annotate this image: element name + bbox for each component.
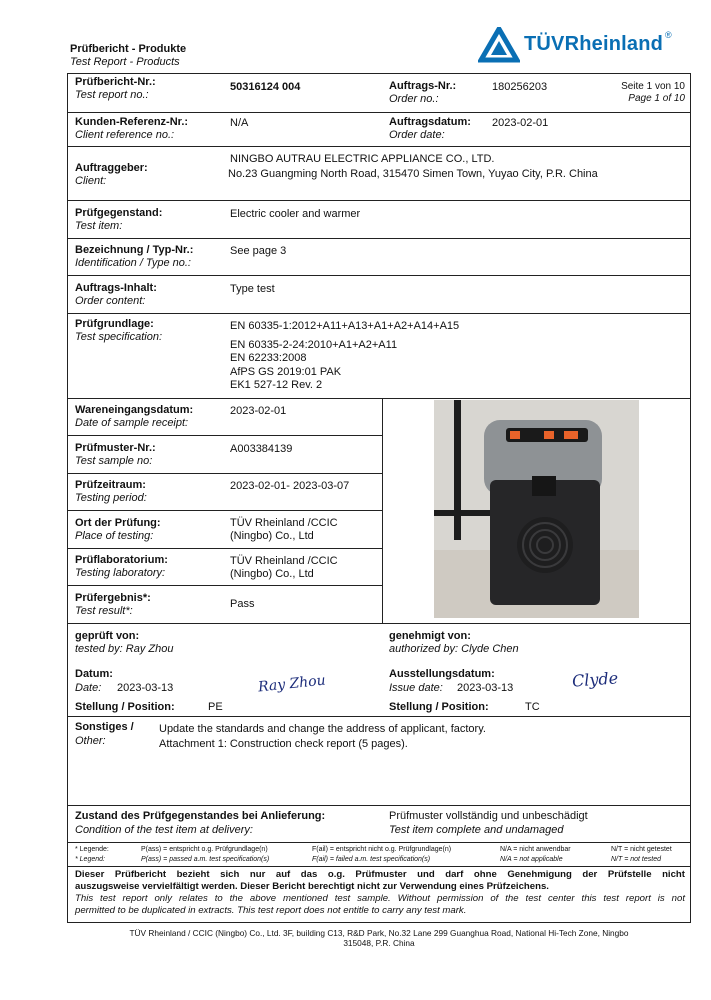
- order-content-label-de: Auftrags-Inhalt:: [75, 282, 157, 294]
- tested-by-label-de: geprüft von:: [75, 630, 140, 642]
- report-no-label-de: Prüfbericht-Nr.:: [75, 76, 156, 88]
- laboratory-label-en: Testing laboratory:: [75, 567, 166, 579]
- signature-left: Ray Zhou: [257, 672, 327, 696]
- result-label-en: Test result*:: [75, 605, 133, 617]
- disclaimer-en-2: permitted to be duplicated in extracts. This test report does not entitle to carry any test mark.: [75, 905, 467, 916]
- order-no-value: 180256203: [492, 81, 548, 93]
- legend-fail-de: F(ail) = entspricht nicht o.g. Prüfgrundlage(n): [312, 846, 452, 853]
- footer-address-1: TÜV Rheinland / CCIC (Ningbo) Co., Ltd. 3F, building C13, R&D Park, No.32 Lane 299 Guanghua Road, National Hi-Tech Zone, Ningbo: [129, 928, 629, 938]
- position-value-right: TC: [525, 701, 540, 713]
- test-item-value: Electric cooler and warmer: [230, 208, 361, 220]
- date-label-en: Date:: [75, 682, 102, 694]
- order-no-label-en: Order no.:: [389, 93, 439, 105]
- client-label-en: Client:: [75, 175, 107, 187]
- other-line-1: Update the standards and change the address of applicant, factory.: [159, 723, 486, 735]
- laboratory-value-1: TÜV Rheinland /CCIC: [230, 555, 338, 567]
- product-photo: [434, 400, 639, 618]
- test-item-label-de: Prüfgegenstand:: [75, 207, 163, 219]
- client-ref-label-en: Client reference no.:: [75, 129, 175, 141]
- laboratory-value-2: (Ningbo) Co., Ltd: [230, 568, 314, 580]
- report-title-de: Prüfbericht - Produkte: [70, 43, 187, 55]
- testing-period-value: 2023-02-01- 2023-03-07: [230, 480, 350, 492]
- disclaimer-de-1: Dieser Prüfbericht bezieht sich nur auf das o.g. Prüfmuster und darf ohne Genehmigung der Prüfstelle nicht: [75, 869, 685, 880]
- triangle-logo-icon: [478, 27, 520, 63]
- place-value-2: (Ningbo) Co., Ltd: [230, 530, 314, 542]
- test-spec-1: EN 60335-1:2012+A11+A13+A1+A2+A14+A15: [230, 320, 460, 332]
- legend-na-de: N/A = nicht anwendbar: [500, 846, 571, 853]
- condition-label-en: Condition of the test item at delivery:: [75, 824, 253, 836]
- issue-date-value: 2023-03-13: [457, 682, 514, 694]
- place-value-1: TÜV Rheinland /CCIC: [230, 517, 338, 529]
- sample-no-value: A003384139: [230, 443, 293, 455]
- condition-label-de: Zustand des Prüfgegenstandes bei Anlieferung:: [75, 810, 326, 822]
- cooler-photo-icon: [434, 400, 639, 618]
- page-number-en: Page 1 of 10: [628, 93, 685, 104]
- order-content-value: Type test: [230, 283, 275, 295]
- client-ref-value: N/A: [230, 117, 249, 129]
- place-label-de: Ort der Prüfung:: [75, 517, 161, 529]
- date-label-de: Datum:: [75, 668, 113, 680]
- disclaimer-en-1: This test report only relates to the above mentioned test sample. Without permission of the test center this test report is not: [75, 893, 685, 904]
- tuv-logo: [478, 27, 678, 63]
- signature-right: Clyde: [571, 668, 619, 691]
- sample-no-label-en: Test sample no:: [75, 455, 153, 467]
- footer-address-2: 315048, P.R. China: [343, 938, 415, 948]
- client-ref-label-de: Kunden-Referenz-Nr.:: [75, 116, 189, 128]
- order-content-label-en: Order content:: [75, 295, 146, 307]
- test-item-label-en: Test item:: [75, 220, 123, 232]
- test-spec-4: AfPS GS 2019:01 PAK: [230, 366, 342, 378]
- testing-period-label-en: Testing period:: [75, 492, 147, 504]
- receipt-date-value: 2023-02-01: [230, 405, 287, 417]
- report-no-value: 50316124 004: [230, 81, 301, 93]
- legend-fail-en: F(ail) = failed a.m. test specification(s): [312, 856, 431, 863]
- identification-value: See page 3: [230, 245, 287, 257]
- identification-label-en: Identification / Type no.:: [75, 257, 191, 269]
- order-date-label-en: Order date:: [389, 129, 445, 141]
- test-spec-label-en: Test specification:: [75, 331, 163, 343]
- date-value: 2023-03-13: [117, 682, 174, 694]
- receipt-date-label-en: Date of sample receipt:: [75, 417, 189, 429]
- test-spec-3: EN 62233:2008: [230, 352, 307, 364]
- order-date-label-de: Auftragsdatum:: [389, 116, 471, 128]
- condition-value-en: Test item complete and undamaged: [389, 824, 564, 836]
- tested-by-label-en: tested by: Ray Zhou: [75, 643, 174, 655]
- laboratory-label-de: Prüflaboratorium:: [75, 554, 168, 566]
- client-name: NINGBO AUTRAU ELECTRIC APPLIANCE CO., LTD.: [230, 153, 495, 165]
- sample-no-label-de: Prüfmuster-Nr.:: [75, 442, 156, 454]
- other-label-de: Sonstiges /: [75, 721, 134, 733]
- position-label-left: Stellung / Position:: [75, 701, 175, 713]
- logo-registered-mark: ®: [665, 30, 672, 40]
- report-no-label-en: Test report no.:: [75, 89, 149, 101]
- legend-nt-en: N/T = not tested: [611, 856, 661, 863]
- order-date-value: 2023-02-01: [492, 117, 549, 129]
- approved-by-label-de: genehmigt von:: [389, 630, 471, 642]
- position-label-right: Stellung / Position:: [389, 701, 489, 713]
- position-value-left: PE: [208, 701, 223, 713]
- issue-date-label-de: Ausstellungsdatum:: [389, 668, 495, 680]
- result-value: Pass: [230, 598, 255, 610]
- testing-period-label-de: Prüfzeitraum:: [75, 479, 146, 491]
- other-label-en: Other:: [75, 735, 106, 747]
- disclaimer-de-2: auszugsweise vervielfältigt werden. Dieser Bericht berechtigt nicht zur Verwendung eines Prüfzeichens.: [75, 881, 549, 892]
- receipt-date-label-de: Wareneingangsdatum:: [75, 404, 194, 416]
- approved-by-label-en: authorized by: Clyde Chen: [389, 643, 519, 655]
- place-label-en: Place of testing:: [75, 530, 154, 542]
- test-spec-2: EN 60335-2-24:2010+A1+A2+A11: [230, 339, 398, 351]
- client-address: No.23 Guangming North Road, 315470 Simen Town, Yuyao City, P.R. China: [228, 168, 598, 180]
- order-no-label-de: Auftrags-Nr.:: [389, 80, 457, 92]
- report-title-en: Test Report - Products: [70, 56, 180, 68]
- condition-value-de: Prüfmuster vollständig und unbeschädigt: [389, 810, 588, 822]
- legend-nt-de: N/T = nicht getestet: [611, 846, 672, 853]
- legend-na-en: N/A = not applicable: [500, 856, 563, 863]
- identification-label-de: Bezeichnung / Typ-Nr.:: [75, 244, 194, 256]
- test-spec-5: EK1 527-12 Rev. 2: [230, 379, 323, 391]
- issue-date-label-en: Issue date:: [389, 682, 443, 694]
- client-label-de: Auftraggeber:: [75, 162, 148, 174]
- logo-text: TÜVRheinland: [524, 33, 664, 55]
- legend-pass-de: P(ass) = entspricht o.g. Prüfgrundlage(n): [141, 846, 268, 853]
- legend-title-en: * Legend:: [75, 856, 105, 863]
- legend-title-de: * Legende:: [75, 846, 109, 853]
- other-line-2: Attachment 1: Construction check report (5 pages).: [159, 738, 408, 750]
- result-label-de: Prüfergebnis*:: [75, 592, 151, 604]
- test-spec-label-de: Prüfgrundlage:: [75, 318, 154, 330]
- page-number-de: Seite 1 von 10: [621, 81, 685, 92]
- legend-pass-en: P(ass) = passed a.m. test specification(s): [141, 856, 270, 863]
